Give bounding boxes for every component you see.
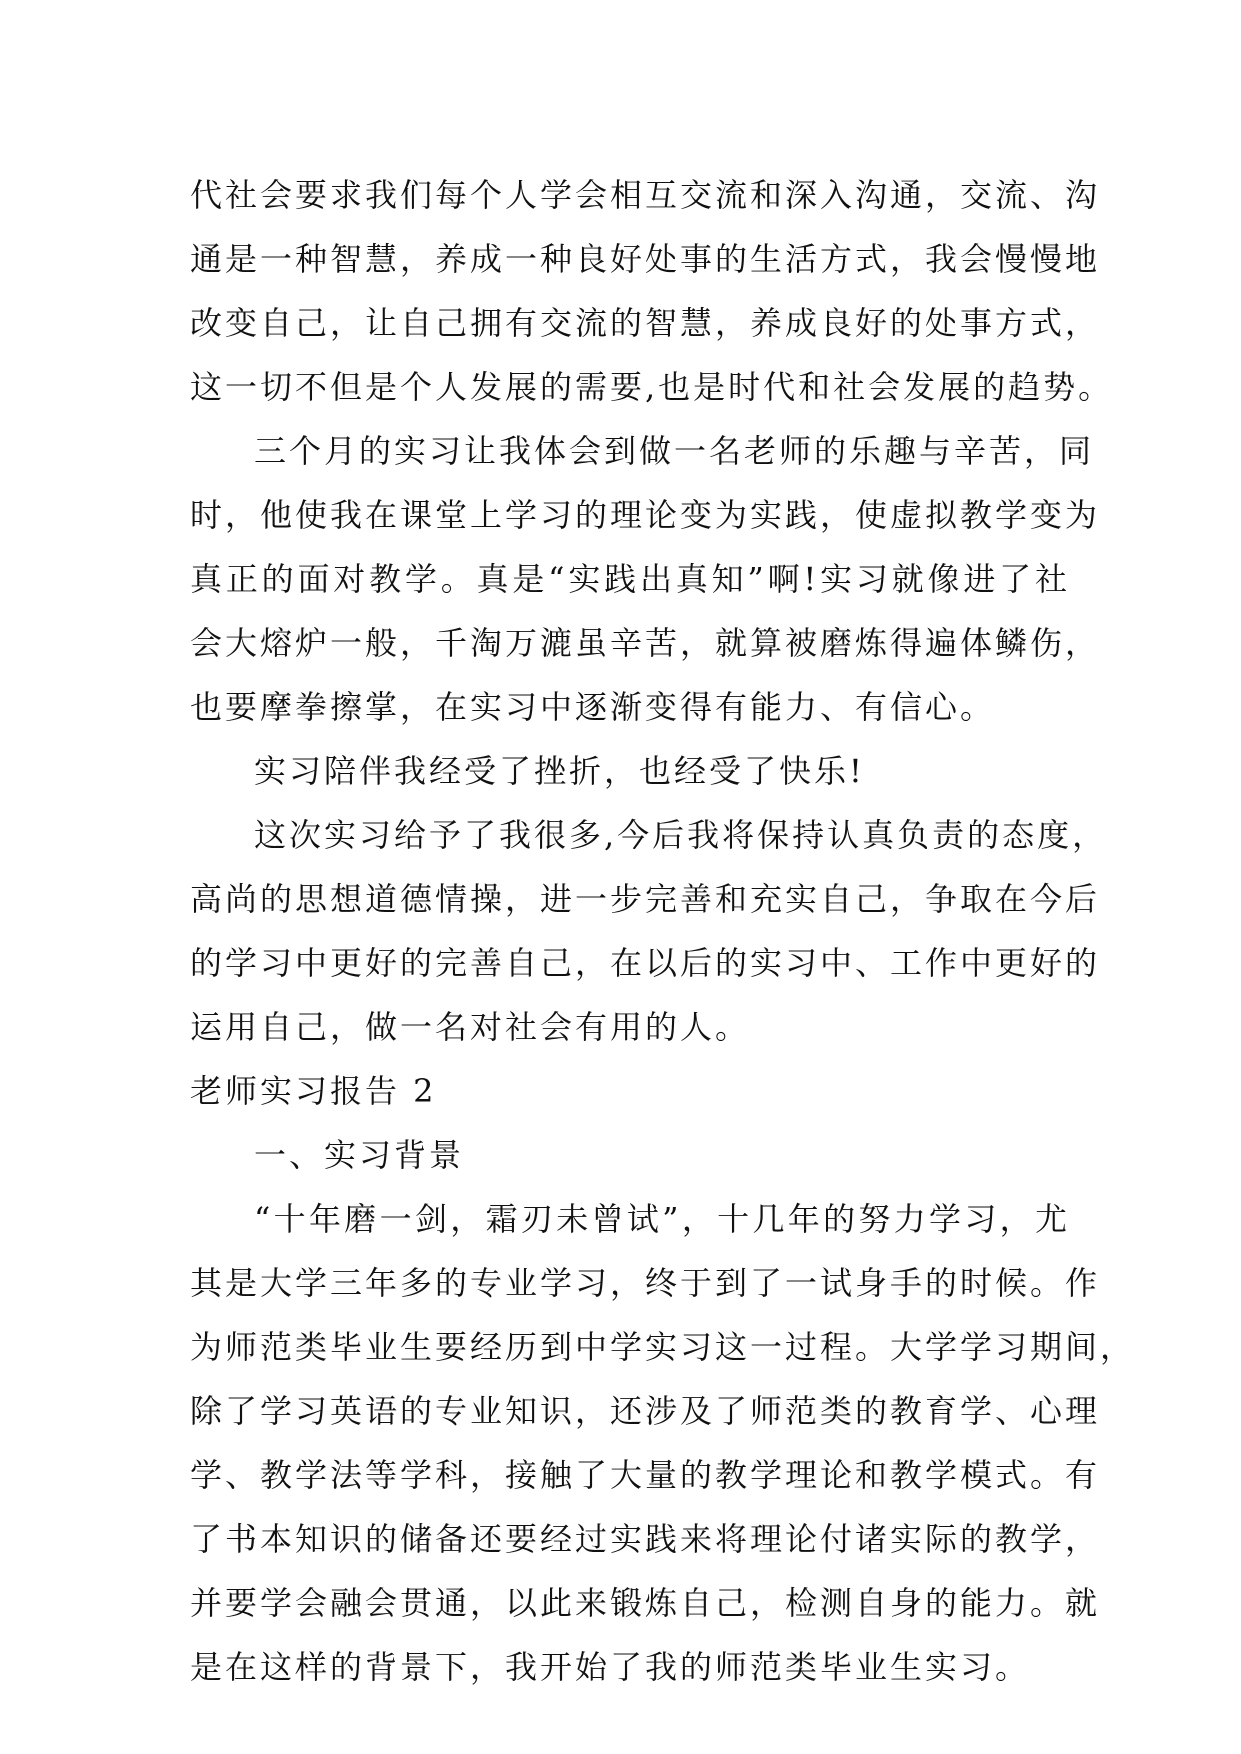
text-line: 运用自己，做一名对社会有用的人。: [190, 1008, 751, 1046]
text-line: 这次实习给予了我很多,今后我将保持认真负责的态度，: [254, 816, 1108, 854]
text-line: 这一切不但是个人发展的需要,也是时代和社会发展的趋势。: [190, 368, 1114, 406]
text-line: 时，他使我在课堂上学习的理论变为实践，使虚拟教学变为: [190, 496, 1101, 534]
text-line: 除了学习英语的专业知识，还涉及了师范类的教育学、心理: [190, 1392, 1101, 1430]
text-line: 改变自己，让自己拥有交流的智慧，养成良好的处事方式，: [190, 304, 1101, 342]
text-line: 并要学会融会贯通，以此来锻炼自己，检测自身的能力。就: [190, 1584, 1101, 1622]
paragraph-background: [190, 1187, 1136, 1699]
paragraph-setbacks: [190, 739, 1070, 803]
text-line: 高尚的思想道德情操，进一步完善和充实自己，争取在今后: [190, 880, 1101, 918]
text-line: 了书本知识的储备还要经过实践来将理论付诸实际的教学，: [190, 1520, 1101, 1558]
text-line: 实习陪伴我经受了挫折，也经受了快乐!: [254, 752, 865, 790]
text-line: 真正的面对教学。真是“实践出真知”啊!实习就像进了社: [190, 560, 1070, 598]
text-line: 代社会要求我们每个人学会相互交流和深入沟通，交流、沟: [190, 176, 1101, 214]
text-line: 的学习中更好的完善自己，在以后的实习中、工作中更好的: [190, 944, 1101, 982]
text-line: 其是大学三年多的专业学习，终于到了一试身手的时候。作: [190, 1264, 1101, 1302]
text-line: 会大熔炉一般，千淘万漉虽辛苦，就算被磨炼得遍体鳞伤，: [190, 624, 1101, 662]
text-line: “十年磨一剑，霜刃未曾试”，十几年的努力学习，尤: [254, 1200, 1070, 1238]
document-body: [190, 163, 1136, 1699]
text-line: 学、教学法等学科，接触了大量的教学理论和教学模式。有: [190, 1456, 1101, 1494]
paragraph-three-months: [190, 419, 1101, 739]
text-line: 也要摩拳擦掌，在实习中逐渐变得有能力、有信心。: [190, 688, 996, 726]
report-title: 老师实习报告 2: [190, 1072, 437, 1110]
text-line: 是在这样的背景下，我开始了我的师范类毕业生实习。: [190, 1648, 1031, 1686]
text-line: 为师范类毕业生要经历到中学实习这一过程。大学学习期间，: [190, 1328, 1136, 1366]
paragraph-conclusion: [190, 803, 1108, 1059]
section-heading: 一、实习背景: [254, 1136, 465, 1174]
text-line: 通是一种智慧，养成一种良好处事的生活方式，我会慢慢地: [190, 240, 1101, 278]
text-line: 三个月的实习让我体会到做一名老师的乐趣与辛苦，同: [254, 432, 1095, 470]
paragraph-communication: [190, 163, 1114, 419]
